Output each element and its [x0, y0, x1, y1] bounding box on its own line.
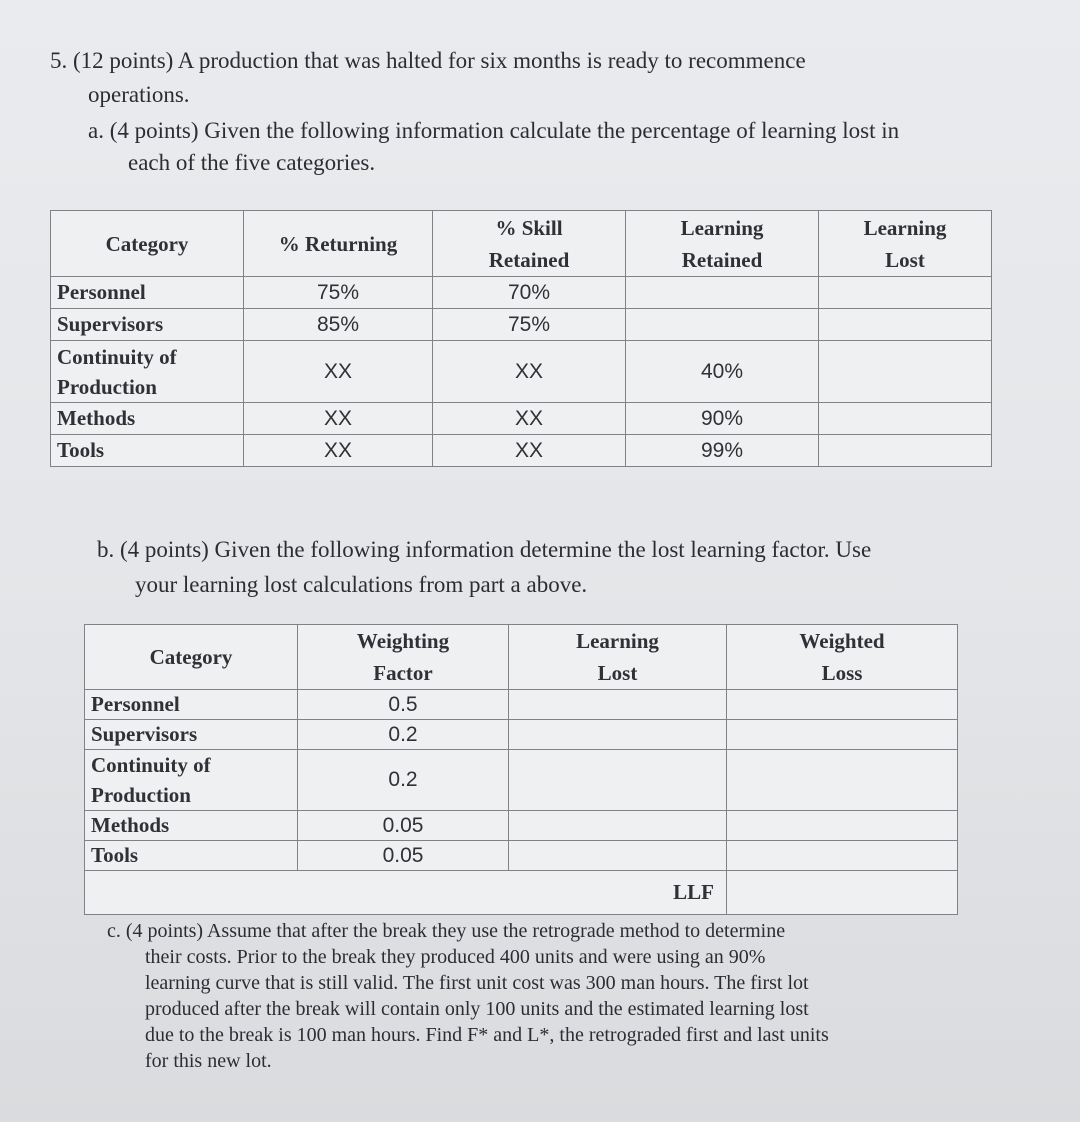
table-row [51, 403, 992, 435]
learning-retained-cell: 40% [626, 341, 819, 403]
llf-value-cell[interactable] [727, 871, 958, 915]
weight-cell: 0.5 [298, 690, 509, 720]
part-c-line3: learning curve that is still valid. The first unit cost was 300 man hours. The first lot [145, 972, 809, 994]
learning-retained-cell[interactable] [626, 277, 819, 309]
weighted-loss-cell[interactable] [727, 811, 958, 841]
question-5-line1: 5. (12 points) A production that was halted for six months is ready to recommence [50, 48, 806, 73]
header-skill-retained: % Skill Retained [433, 211, 626, 277]
learning-lost-cell[interactable] [509, 811, 727, 841]
returning-cell: XX [244, 403, 433, 435]
table-a-header-row [51, 211, 992, 277]
table-row [51, 309, 992, 341]
returning-cell: 75% [244, 277, 433, 309]
learning-retained-cell: 99% [626, 435, 819, 467]
header-weighted-loss: Weighted Loss [727, 625, 958, 690]
header-returning: % Returning [244, 211, 433, 277]
part-c-line1: c. (4 points) Assume that after the break they use the retrograde method to determine [107, 920, 786, 942]
table-row [85, 841, 958, 871]
category-cell: Supervisors [85, 720, 298, 750]
part-b-line1: b. (4 points) Given the following information determine the lost learning factor. Use [97, 537, 872, 562]
category-cell: Tools [51, 435, 244, 467]
weight-cell: 0.2 [298, 720, 509, 750]
weighted-loss-cell[interactable] [727, 841, 958, 871]
skill-cell: 70% [433, 277, 626, 309]
skill-cell: XX [433, 435, 626, 467]
learning-lost-cell[interactable] [509, 720, 727, 750]
table-b-header-row [85, 625, 958, 690]
category-cell: Supervisors [51, 309, 244, 341]
llf-row [85, 871, 958, 915]
category-cell: Methods [51, 403, 244, 435]
part-b-line2: your learning lost calculations from part a above. [135, 572, 588, 597]
weight-cell: 0.05 [298, 811, 509, 841]
category-cell: Continuity of Production [85, 750, 298, 811]
part-c-line2: their costs. Prior to the break they produced 400 units and were using an 90% [145, 946, 766, 968]
learning-lost-cell[interactable] [509, 750, 727, 811]
table-row [85, 690, 958, 720]
llf-label: LLF [85, 871, 727, 915]
weighted-loss-cell[interactable] [727, 720, 958, 750]
returning-cell: XX [244, 341, 433, 403]
header-category: Category [85, 625, 298, 690]
table-row [85, 720, 958, 750]
learning-lost-cell[interactable] [819, 277, 992, 309]
skill-cell: 75% [433, 309, 626, 341]
question-5-line2: operations. [88, 82, 190, 107]
learning-lost-cell[interactable] [509, 841, 727, 871]
skill-cell: XX [433, 341, 626, 403]
header-category: Category [51, 211, 244, 277]
learning-lost-cell[interactable] [819, 403, 992, 435]
learning-retained-cell[interactable] [626, 309, 819, 341]
weighted-loss-cell[interactable] [727, 750, 958, 811]
part-a-line1: a. (4 points) Given the following information calculate the percentage of learning lost in [88, 118, 900, 143]
table-row [51, 341, 992, 403]
table-row [51, 277, 992, 309]
learning-retained-cell: 90% [626, 403, 819, 435]
learning-lost-cell[interactable] [819, 435, 992, 467]
learning-lost-cell[interactable] [509, 690, 727, 720]
returning-cell: 85% [244, 309, 433, 341]
category-cell: Tools [85, 841, 298, 871]
header-weighting-factor: Weighting Factor [298, 625, 509, 690]
lost-learning-factor-table [84, 624, 958, 915]
table-row [85, 811, 958, 841]
category-cell: Personnel [85, 690, 298, 720]
category-cell: Methods [85, 811, 298, 841]
category-cell: Personnel [51, 277, 244, 309]
learning-lost-cell[interactable] [819, 341, 992, 403]
table-row [85, 750, 958, 811]
part-a-line2: each of the five categories. [128, 150, 376, 175]
weighted-loss-cell[interactable] [727, 690, 958, 720]
part-c-line5: due to the break is 100 man hours. Find F* and L*, the retrograded first and last units [145, 1024, 829, 1046]
table-row [51, 435, 992, 467]
part-c-line4: produced after the break will contain only 100 units and the estimated learning lost [145, 998, 809, 1020]
learning-lost-cell[interactable] [819, 309, 992, 341]
weight-cell: 0.2 [298, 750, 509, 811]
header-learning-lost: Learning Lost [819, 211, 992, 277]
header-learning-retained: Learning Retained [626, 211, 819, 277]
category-cell: Continuity of Production [51, 341, 244, 403]
weight-cell: 0.05 [298, 841, 509, 871]
skill-cell: XX [433, 403, 626, 435]
part-c-line6: for this new lot. [145, 1050, 272, 1072]
learning-lost-table [50, 210, 992, 467]
header-learning-lost: Learning Lost [509, 625, 727, 690]
returning-cell: XX [244, 435, 433, 467]
